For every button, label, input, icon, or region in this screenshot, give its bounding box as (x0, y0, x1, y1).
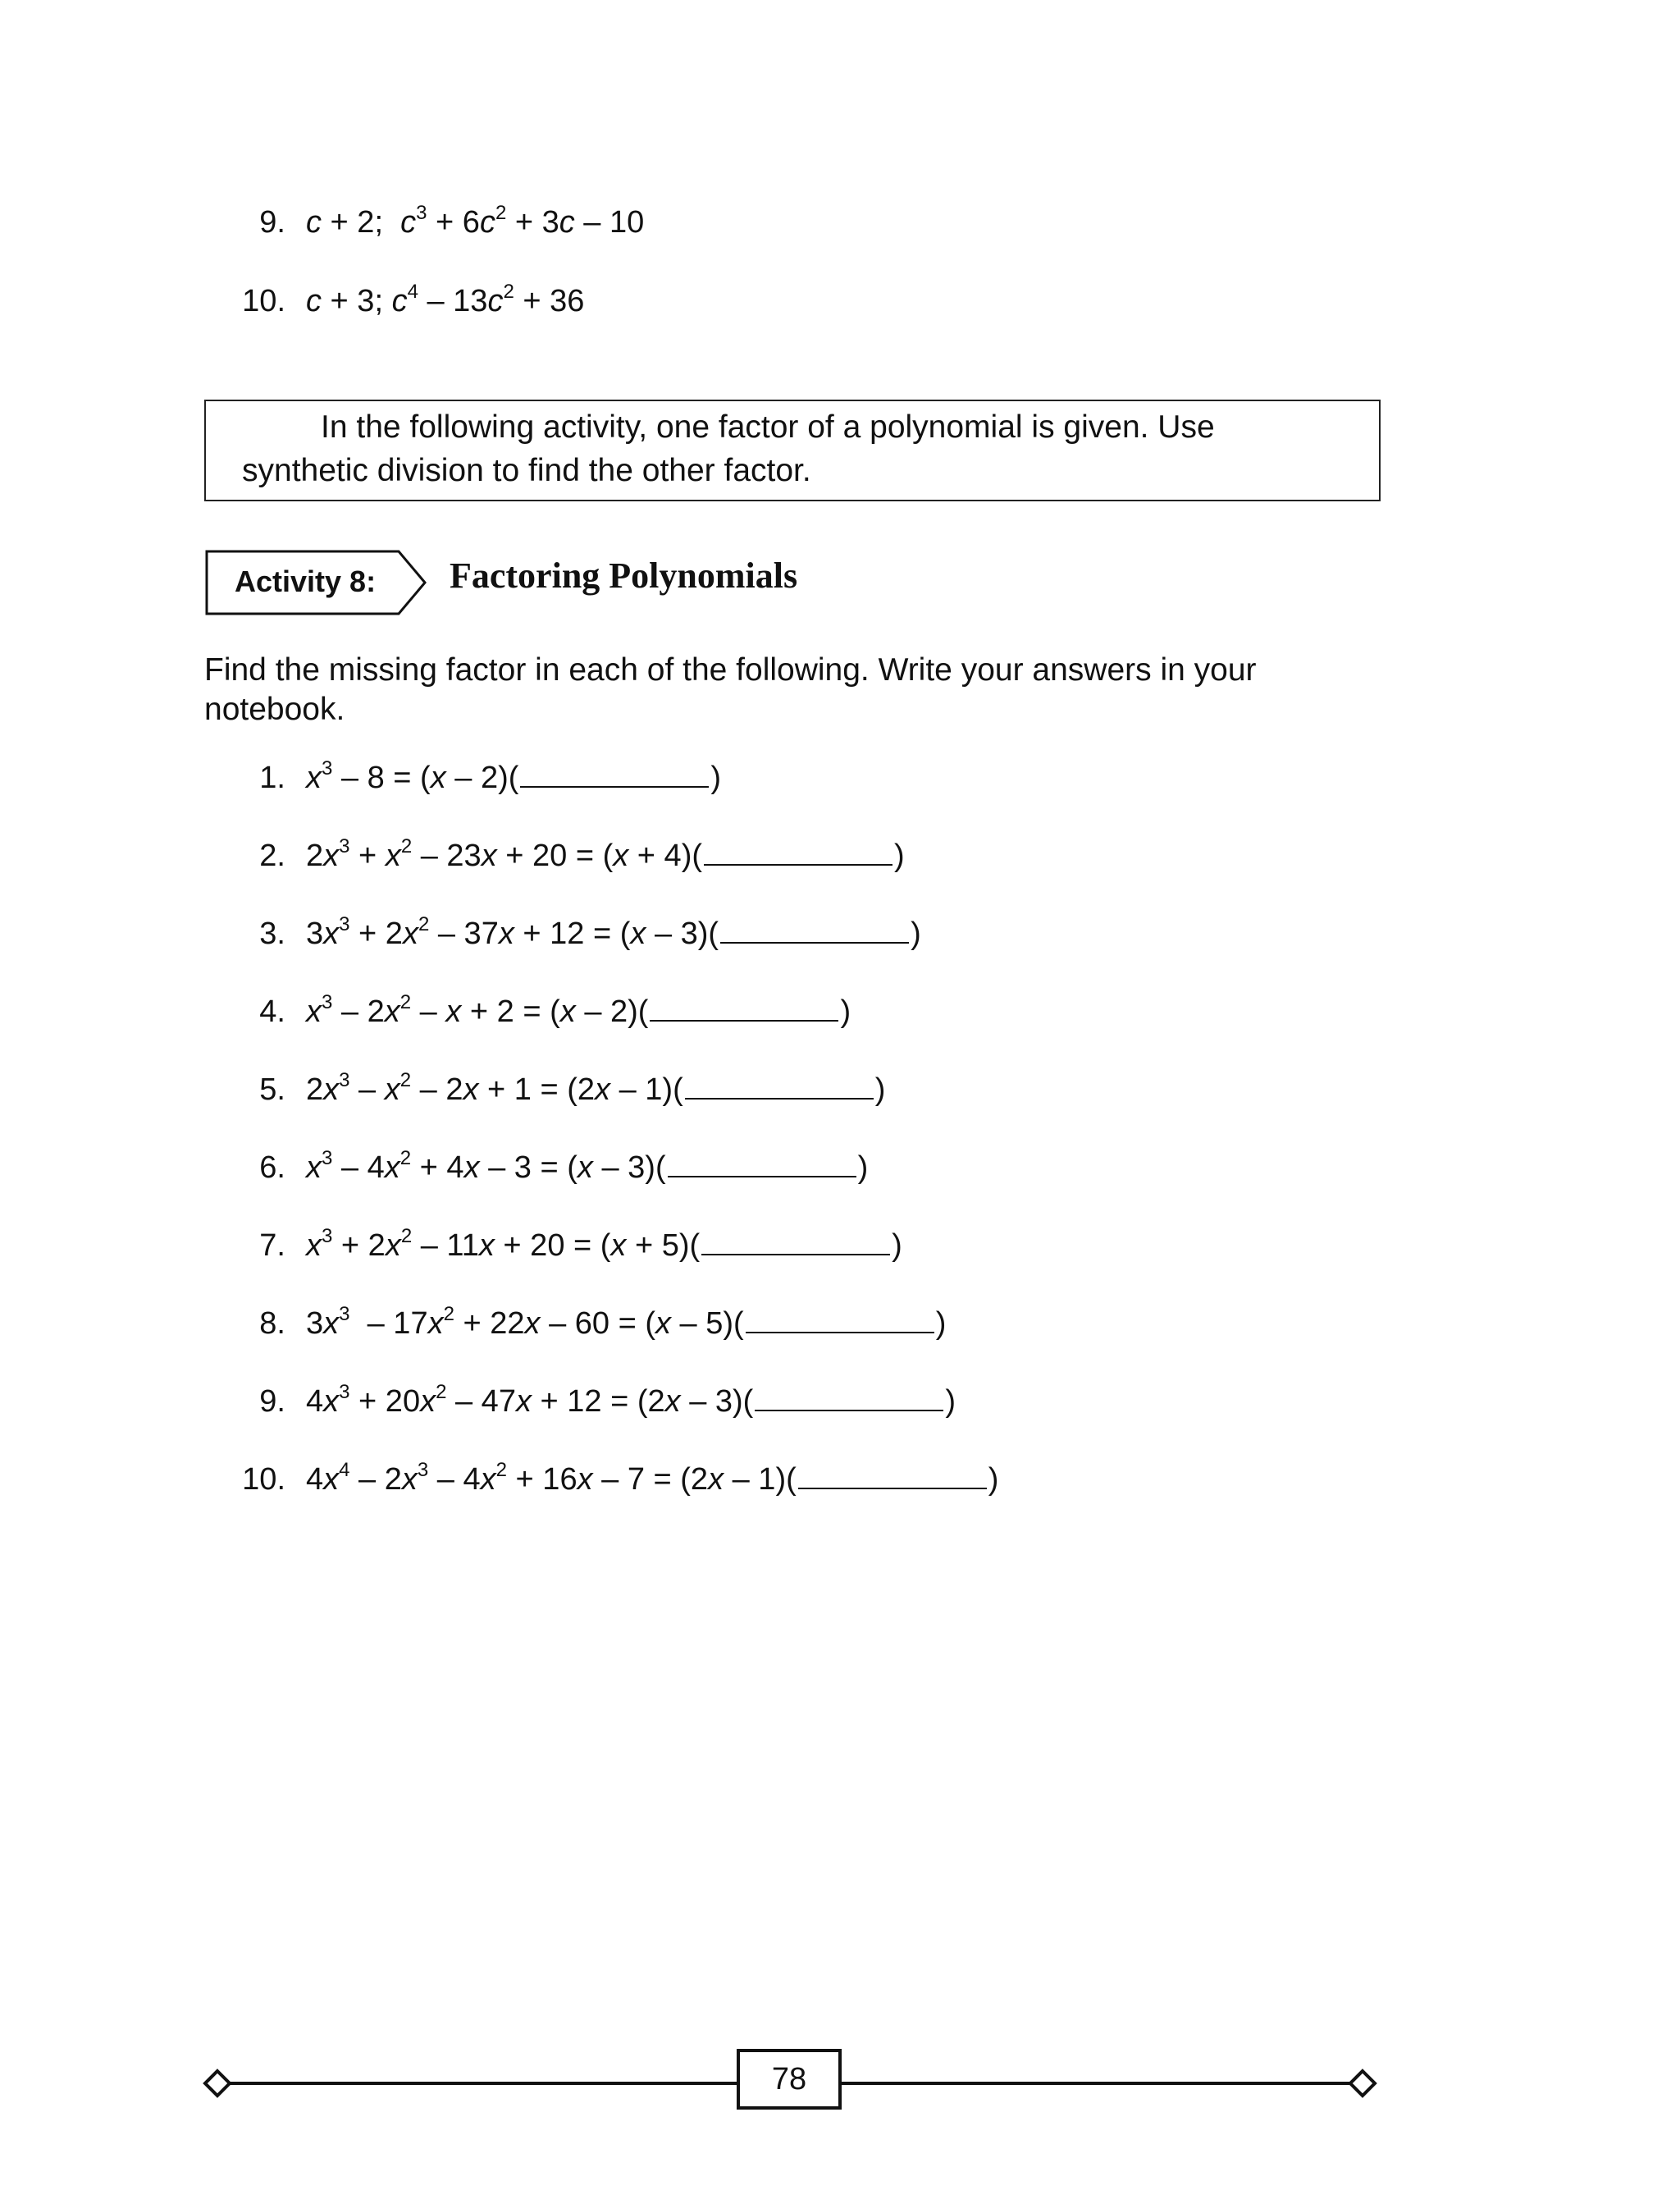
answer-blank[interactable] (701, 1229, 890, 1255)
footer-diamond-left-icon (203, 2069, 232, 2098)
answer-blank[interactable] (668, 1151, 856, 1177)
item-expression: $3x^3 + 2x^2 - 37x + 12 = (x - 3)$( ) (306, 913, 921, 951)
answer-blank[interactable] (520, 761, 709, 788)
item-number: 7. (259, 1228, 285, 1263)
info-box-line: synthetic division to find the other factor. (242, 453, 811, 488)
item-number: 8. (259, 1306, 285, 1341)
answer-blank[interactable] (704, 839, 892, 866)
footer-diamond-right-icon (1348, 2069, 1377, 2098)
answer-blank[interactable] (720, 917, 909, 944)
item-expression: $x^3 - 4x^2 + 4x - 3 = (x - 3)$( ) (306, 1147, 869, 1185)
answer-blank[interactable] (746, 1307, 934, 1333)
item-number: 3. (259, 917, 285, 951)
prev-item-expression: c + 2; $c^3 + 6c^2 + 3c - 10$ (306, 202, 645, 240)
prev-item-number: 10. (242, 284, 285, 318)
activity-tag-label: Activity 8: (235, 565, 377, 598)
item-expression: $x^3 + 2x^2 - 11x + 20 = (x + 5)$( ) (306, 1225, 902, 1263)
item-number: 5. (259, 1072, 285, 1107)
prev-item-number: 9. (259, 205, 285, 240)
item-expression: $x^3 - 2x^2 - x + 2 = (x - 2)$( ) (306, 991, 851, 1029)
item-expression: $2x^3 + x^2 - 23x + 20 = (x + 4)$( ) (306, 835, 905, 873)
item-expression: $2x^3 - x^2 - 2x + 1 = (2x - 1)$( ) (306, 1069, 886, 1107)
item-expression: $x^3 - 8 = (x - 2)$( ) (306, 757, 722, 795)
answer-blank[interactable] (798, 1463, 987, 1489)
item-number: 4. (259, 994, 285, 1029)
activity-tag (205, 550, 427, 615)
item-expression: $4x^3 + 20x^2 - 47x + 12 = (2x - 3)$( ) (306, 1381, 956, 1419)
activity-title: Factoring Polynomials (450, 556, 798, 596)
footer-line-left (228, 2082, 738, 2085)
info-box (204, 400, 1381, 501)
item-number: 2. (259, 839, 285, 873)
item-number: 1. (259, 761, 285, 795)
item-expression: $3x^3 - 17x^2 + 22x - 60 = (x - 5)$( ) (306, 1303, 947, 1341)
info-box-line: In the following activity, one factor of a polynomial is given. Use (321, 409, 1215, 445)
page-number: 78 (737, 2049, 842, 2110)
answer-blank[interactable] (755, 1385, 943, 1411)
item-expression: $4x^4 - 2x^3 - 4x^2 + 16x - 7 = (2x - 1)$( ) (306, 1459, 999, 1497)
answer-blank[interactable] (650, 995, 838, 1022)
footer-line-right (840, 2082, 1354, 2085)
prev-item-expression: c + 3; $c^4 - 13c^2 + 36$ (306, 281, 585, 318)
item-number: 10. (242, 1462, 285, 1497)
item-number: 6. (259, 1150, 285, 1185)
instructions: Find the missing factor in each of the following. Write your answers in your notebook. (204, 652, 1257, 727)
answer-blank[interactable] (685, 1073, 874, 1100)
item-number: 9. (259, 1384, 285, 1419)
